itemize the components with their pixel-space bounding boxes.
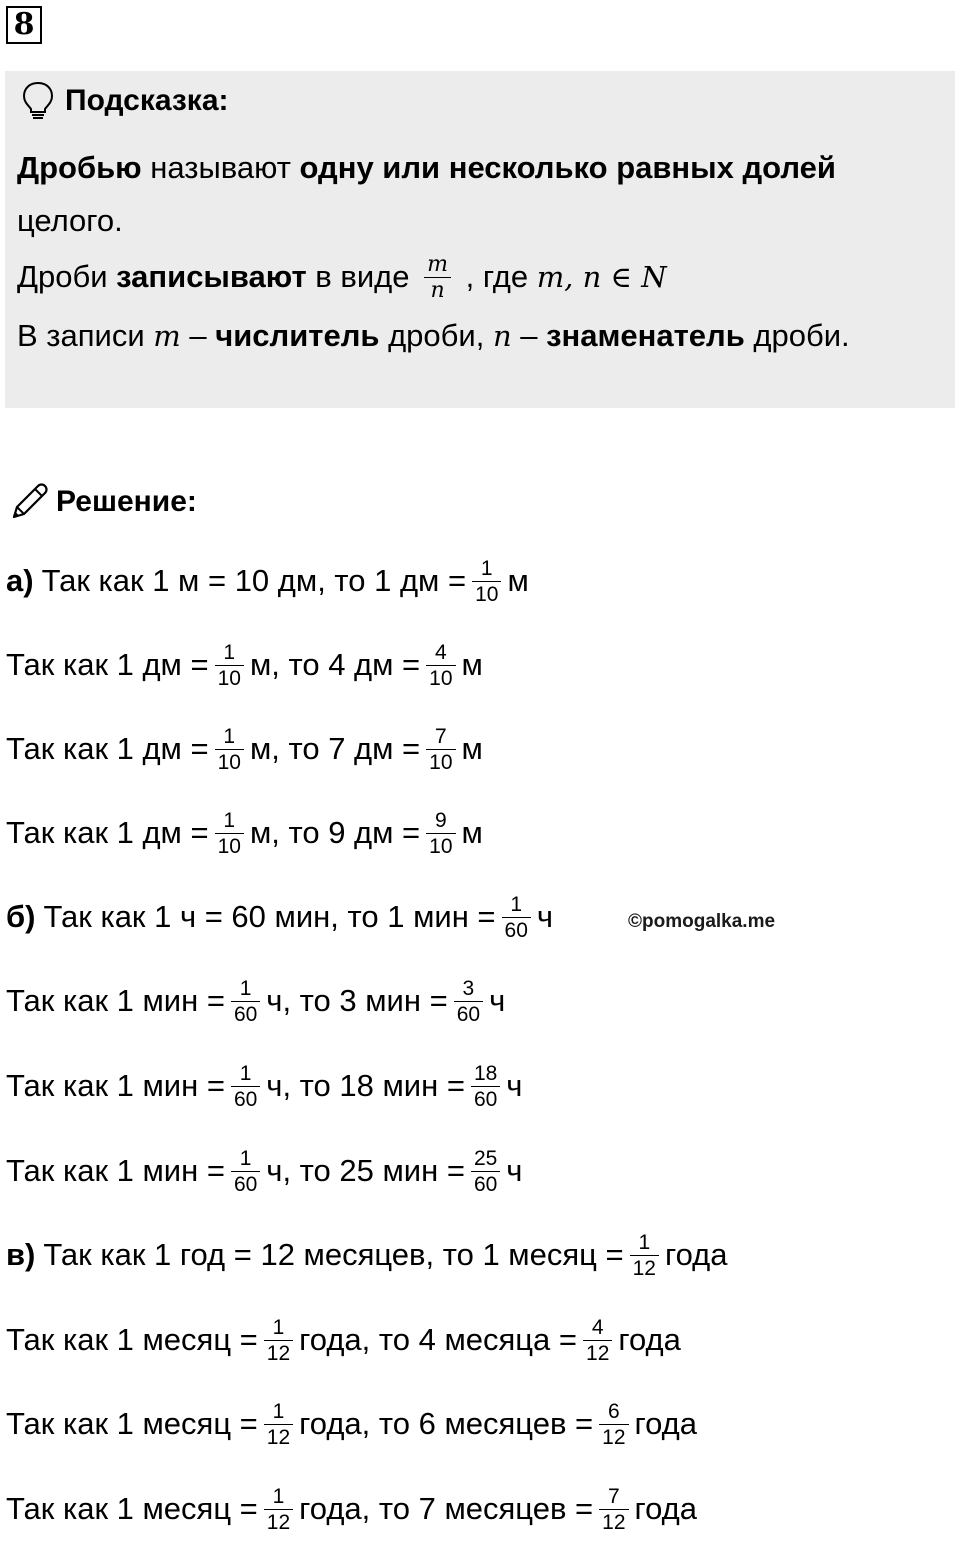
hint-bold-fraction: Дробью <box>17 150 142 185</box>
fraction <box>264 1484 293 1535</box>
fraction-denominator: 12 <box>266 1425 291 1449</box>
solution-row <box>6 541 529 621</box>
fraction-denominator: 10 <box>217 834 241 858</box>
fraction <box>231 976 260 1027</box>
hint-text: В записи <box>17 318 154 353</box>
fraction-numerator: 1 <box>272 1399 285 1423</box>
fraction <box>599 1484 628 1535</box>
row-text: Так как 1 мин = <box>6 1153 225 1188</box>
hint-line-3 <box>17 249 667 305</box>
fraction <box>472 556 501 607</box>
part-label: а) <box>6 563 34 598</box>
hint-line-4 <box>17 316 850 356</box>
row-text: ч <box>489 983 506 1018</box>
row-text: Так как 1 год = 12 месяцев, то 1 месяц = <box>43 1237 624 1272</box>
fraction-denominator: 10 <box>429 666 453 690</box>
solution-row <box>6 1131 522 1211</box>
solution-row <box>6 1384 697 1464</box>
row-text: Так как 1 месяц = <box>6 1406 258 1441</box>
row-text: ч <box>536 899 554 934</box>
part-label: б) <box>6 899 36 934</box>
fraction-numerator: 1 <box>272 1484 285 1508</box>
hint-line-2: целого. <box>17 203 123 238</box>
hint-bold-definition: одну или несколько равных долей <box>299 150 836 185</box>
fraction-denominator: 12 <box>602 1510 626 1534</box>
row-text: года <box>664 1237 728 1272</box>
fraction <box>502 892 531 943</box>
fraction <box>471 1061 500 1112</box>
hint-title: Подсказка: <box>65 84 229 117</box>
fraction-numerator: 4 <box>591 1315 604 1339</box>
row-text: м <box>461 647 483 682</box>
hint-text: – <box>511 318 547 353</box>
row-text: Так как 1 м = 10 дм, то 1 дм = <box>41 563 467 598</box>
fraction-numerator: 1 <box>272 1315 285 1339</box>
row-text: года <box>634 1491 698 1526</box>
fraction <box>599 1399 628 1450</box>
row-text: Так как 1 дм = <box>6 647 209 682</box>
fraction-numerator: 1 <box>638 1230 651 1254</box>
fraction <box>231 1061 260 1112</box>
fraction <box>454 976 483 1027</box>
fraction <box>231 1146 260 1197</box>
row-text: м <box>461 815 483 850</box>
fraction-numerator: 18 <box>473 1061 498 1085</box>
fraction-denominator: 60 <box>504 918 528 942</box>
fraction-denominator: 10 <box>429 834 453 858</box>
hint-text: дроби. <box>744 318 850 353</box>
fraction <box>426 724 455 775</box>
fraction <box>264 1399 293 1450</box>
row-text: Так как 1 дм = <box>6 731 209 766</box>
fraction <box>215 724 244 775</box>
hint-text: – <box>180 318 216 353</box>
watermark: ©pomogalka.me <box>628 911 776 932</box>
solution-row <box>6 961 505 1041</box>
hint-bold-write: записывают <box>116 259 307 294</box>
fraction-denominator: 60 <box>473 1172 498 1196</box>
fraction <box>583 1315 612 1366</box>
row-text: ч, то 25 мин = <box>266 1153 465 1188</box>
fraction-denominator: 60 <box>233 1087 258 1111</box>
fraction-numerator: 1 <box>223 808 236 832</box>
row-text: года <box>618 1322 681 1357</box>
row-text: м <box>461 731 483 766</box>
row-text: Так как 1 месяц = <box>6 1491 258 1526</box>
row-text: Так как 1 мин = <box>6 983 225 1018</box>
fraction-denominator: 60 <box>233 1002 258 1026</box>
solution-row <box>6 877 553 957</box>
fraction-numerator: 1 <box>223 640 236 664</box>
row-text: м <box>507 563 529 598</box>
solution-row <box>6 1046 522 1126</box>
row-text: м, то 4 дм = <box>249 647 421 682</box>
row-text: года, то 4 месяца = <box>299 1322 578 1357</box>
fraction-numerator: 4 <box>435 640 447 664</box>
row-text: года, то 7 месяцев = <box>299 1491 594 1526</box>
row-text: года, то 6 месяцев = <box>299 1406 594 1441</box>
fraction <box>264 1315 293 1366</box>
hint-bold-numerator: числитель <box>215 318 380 353</box>
fraction-denominator: 12 <box>266 1510 291 1534</box>
fraction-denominator: 12 <box>586 1341 610 1365</box>
fraction <box>215 808 244 859</box>
hint-fraction <box>424 252 451 303</box>
row-text: года <box>634 1406 698 1441</box>
solution-row <box>6 793 483 873</box>
solution-row <box>6 1469 697 1549</box>
fraction-numerator: 1 <box>223 724 236 748</box>
fraction-denominator: 60 <box>456 1002 481 1026</box>
row-text: ч, то 18 мин = <box>266 1068 465 1103</box>
solution-row <box>6 625 483 705</box>
part-label: в) <box>6 1237 36 1272</box>
fraction-denominator: 10 <box>429 750 453 774</box>
hint-box <box>5 71 955 408</box>
solution-row <box>6 709 483 789</box>
pencil-icon <box>8 481 50 523</box>
fraction-numerator: 9 <box>435 808 447 832</box>
row-text: Так как 1 мин = <box>6 1068 225 1103</box>
row-text: м, то 7 дм = <box>249 731 421 766</box>
fraction-numerator: 1 <box>239 1146 252 1170</box>
fraction-numerator: 1 <box>510 892 523 916</box>
fraction-denominator: 60 <box>473 1087 498 1111</box>
fraction-denominator: 10 <box>217 750 241 774</box>
fraction-numerator: 3 <box>462 976 475 1000</box>
fraction <box>426 808 455 859</box>
task-number: 8 <box>6 6 42 44</box>
hint-bold-denominator: знаменатель <box>546 318 745 353</box>
row-text: Так как 1 месяц = <box>6 1322 258 1357</box>
fraction <box>215 640 244 691</box>
hint-text: Дроби <box>17 259 117 294</box>
fraction-denominator: 12 <box>602 1425 626 1449</box>
fraction-denominator: 12 <box>632 1256 656 1280</box>
hint-text: , где <box>456 259 537 294</box>
fraction-denominator: 10 <box>475 582 499 606</box>
fraction-numerator: 7 <box>607 1484 620 1508</box>
fraction-denominator: 60 <box>233 1172 258 1196</box>
fraction <box>471 1146 500 1197</box>
hint-text: дроби, <box>379 318 493 353</box>
hint-line-1 <box>17 148 836 188</box>
solution-row <box>6 1300 681 1380</box>
hint-text: называют <box>141 150 300 185</box>
fraction-numerator: 1 <box>239 976 252 1000</box>
fraction-numerator: 1 <box>239 1061 252 1085</box>
solution-row <box>6 1215 728 1295</box>
fraction-denominator: 10 <box>217 666 241 690</box>
hint-math: m <box>153 319 181 353</box>
hint-math: n <box>492 319 512 353</box>
fraction-denominator: n <box>430 277 445 303</box>
solution-title: Решение: <box>56 485 197 518</box>
row-text: Так как 1 ч = 60 мин, то 1 мин = <box>43 899 496 934</box>
fraction-denominator: 12 <box>266 1341 291 1365</box>
fraction-numerator: 7 <box>435 724 447 748</box>
fraction-numerator: m <box>427 251 448 277</box>
fraction-numerator: 25 <box>473 1146 498 1170</box>
fraction <box>426 640 455 691</box>
hint-math: m, n ∈ N <box>536 260 667 294</box>
row-text: ч <box>506 1153 523 1188</box>
row-text: м, то 9 дм = <box>249 815 421 850</box>
lightbulb-icon <box>21 81 55 121</box>
solution-header <box>8 481 197 523</box>
fraction <box>630 1230 659 1281</box>
hint-header <box>21 81 229 121</box>
row-text: ч, то 3 мин = <box>266 983 448 1018</box>
row-text: Так как 1 дм = <box>6 815 209 850</box>
hint-text: в виде <box>306 259 419 294</box>
fraction-numerator: 6 <box>607 1399 620 1423</box>
fraction-numerator: 1 <box>480 556 493 580</box>
row-text: ч <box>506 1068 523 1103</box>
